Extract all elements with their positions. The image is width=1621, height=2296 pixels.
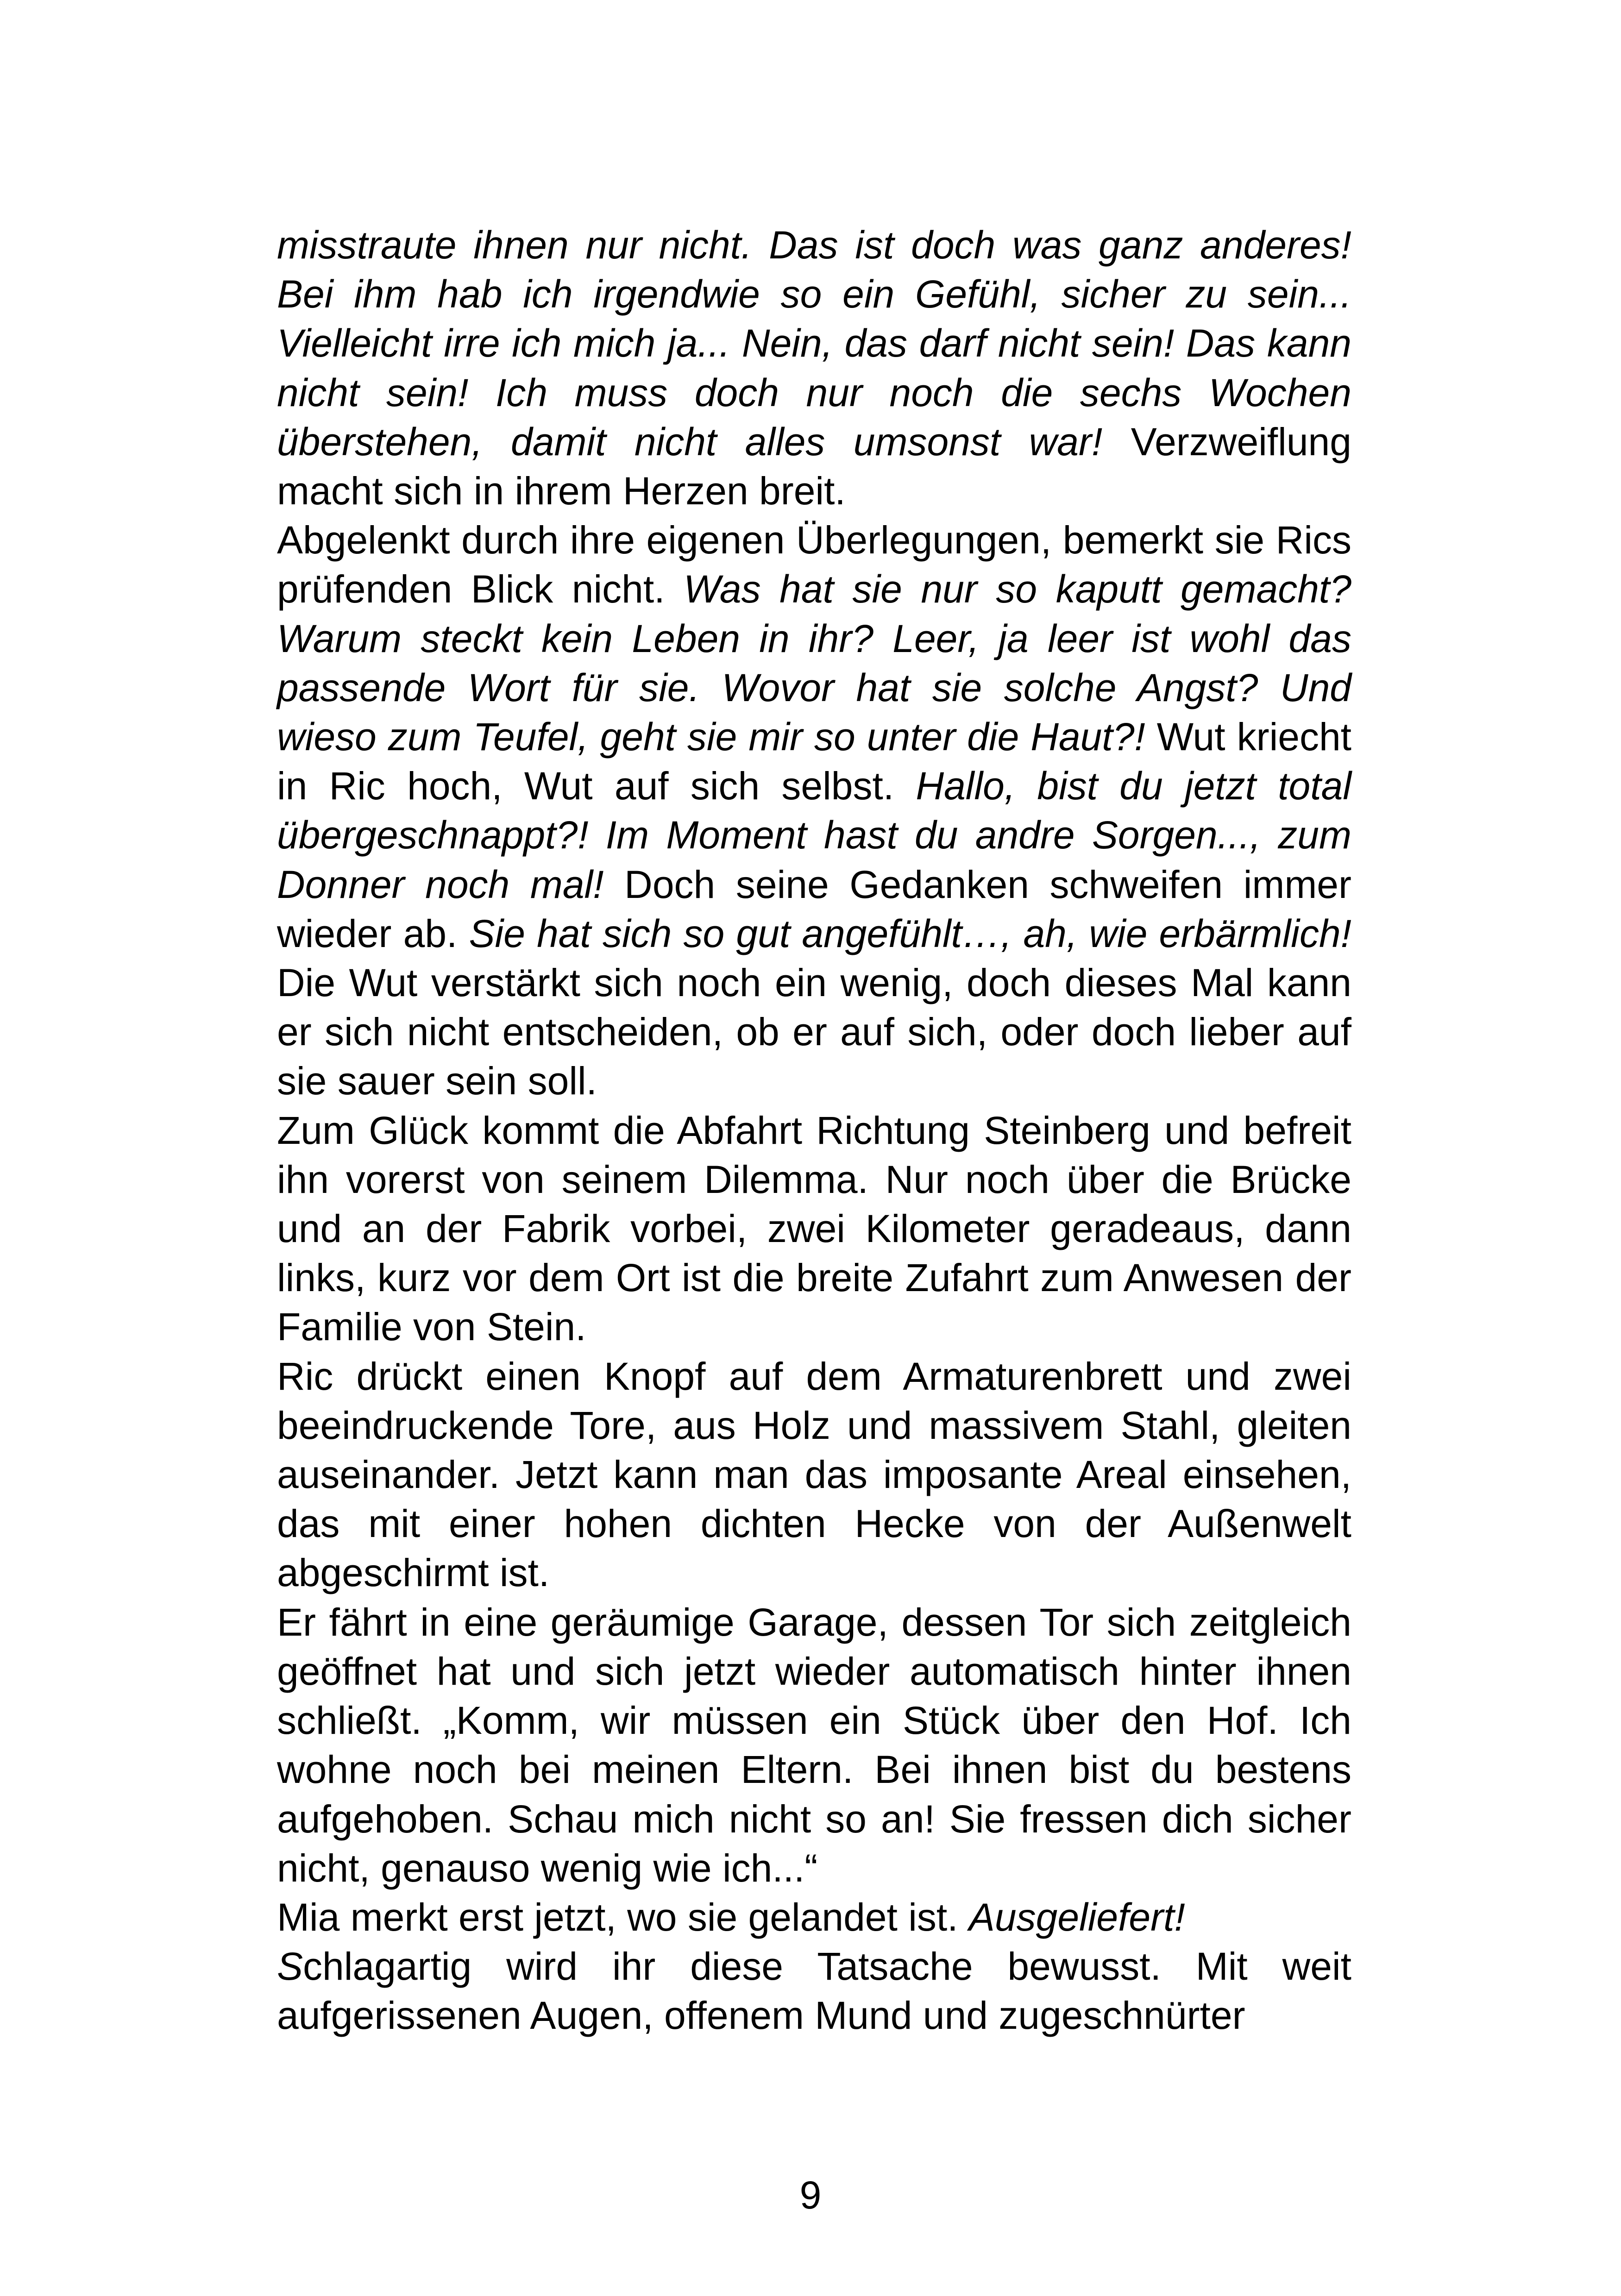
body-text: chlagartig wird ihr diese Tatsache bewusst. Mit weit aufgerissenen Augen, offenem Mund und zugeschnürter [277, 1945, 1351, 2038]
body-text: Er fährt in eine geräumige Garage, dessen Tor sich zeitgleich geöffnet hat und sich jetzt wieder automatisch hinter ihnen schließt. „Komm, wir müssen ein Stück über den Hof. Ich wohne noch bei meinen Eltern. Bei ihnen bist du bestens aufgehoben. Schau mich nicht so an! Sie fressen dich sicher nicht, genauso wenig wie ich...“ [277, 1600, 1351, 1890]
body-text: Ric drückt einen Knopf auf dem Armaturenbrett und zwei beeindruckende Tore, aus Holz und massivem Stahl, gleiten auseinander. Jetzt kann man das imposante Areal einsehen, das mit einer hohen dichten Hecke von der Außenwelt abgeschirmt ist. [277, 1354, 1351, 1595]
body-text: Doch seine Gedanken schweifen immer wieder ab. [277, 862, 1351, 955]
italic-text: Ausgeliefert! [968, 1895, 1185, 1939]
page-body [277, 220, 1351, 2040]
body-text: Abgelenkt durch ihre eigenen Überlegungen, bemerkt sie Rics prüfenden Blick nicht. [277, 518, 1351, 611]
body-text: Die Wut verstärkt sich noch ein wenig, doch dieses Mal kann er sich nicht entscheiden, ob er auf sich, oder doch lieber auf sie sauer sein soll. [277, 961, 1351, 1103]
page-number: 9 [799, 2173, 822, 2217]
paragraph [277, 220, 1351, 515]
body-text: Verzweiflung macht sich in ihrem Herzen breit. [277, 420, 1351, 513]
italic-text: Was hat sie nur so kaputt gemacht? Warum steckt kein Leben in ihr? Leer, ja leer ist wohl das passende Wort für sie. Wovor hat sie solche Angst? Und wieso zum Teufel, geht sie mir so unter die Haut?! [277, 567, 1351, 759]
body-text: Wut kriecht in Ric hoch, Wut auf sich selbst. [277, 715, 1352, 808]
paragraph [277, 1893, 1351, 1942]
paragraph [277, 515, 1351, 1105]
italic-text: S [277, 1945, 303, 1989]
italic-text: misstraute ihnen nur nicht. Das ist doch was ganz anderes! Bei ihm hab ich irgendwie so ein Gefühl, sicher zu sein... Vielleicht irre ich mich ja... Nein, das darf nicht sein! Das kann nicht sein! Ich muss doch nur noch die sechs Wochen überstehen, damit nicht alles umsonst war! [277, 223, 1351, 464]
paragraph [277, 1106, 1351, 1352]
italic-text: Sie hat sich so gut angefühlt…, ah, wie erbärmlich! [469, 911, 1352, 955]
body-text: Mia merkt erst jetzt, wo sie gelandet ist. [277, 1895, 969, 1939]
paragraph [277, 1598, 1351, 1893]
paragraph [277, 1942, 1351, 2040]
paragraph [277, 1352, 1351, 1598]
body-text: Zum Glück kommt die Abfahrt Richtung Steinberg und befreit ihn vorerst von seinem Dilemma. Nur noch über die Brücke und an der Fabrik vorbei, zwei Kilometer geradeaus, dann links, kurz vor dem Ort ist die breite Zufahrt zum Anwesen der Familie von Stein. [277, 1108, 1351, 1349]
italic-text: Hallo, bist du jetzt total übergeschnappt?! Im Moment hast du andre Sorgen..., zum Donner noch mal! [277, 764, 1351, 906]
